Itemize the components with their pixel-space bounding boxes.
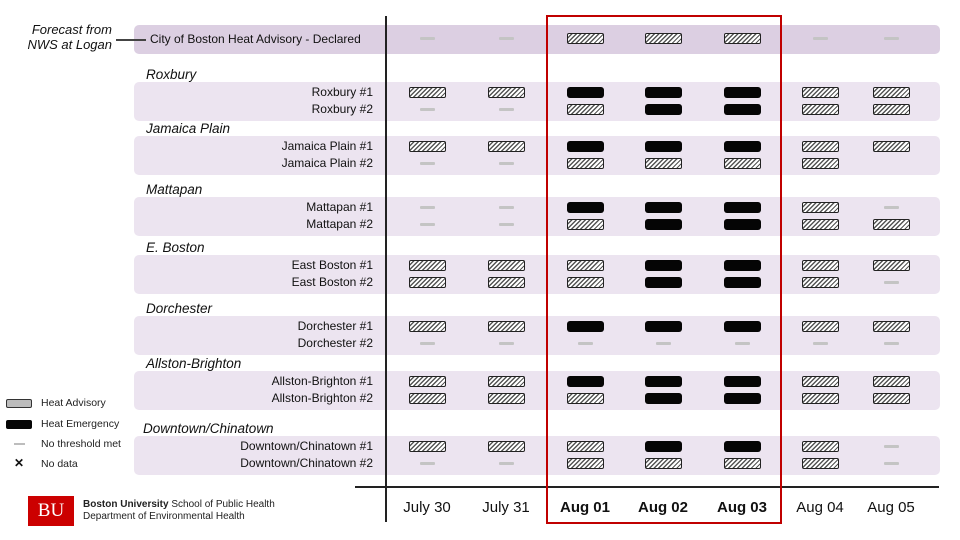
status-cell [884, 462, 899, 465]
status-cell [873, 104, 910, 115]
status-cell [802, 158, 839, 169]
row-label: Jamaica Plain #1 [281, 139, 373, 153]
legend-label: No threshold met [41, 438, 121, 450]
row-label: Mattapan #1 [306, 200, 373, 214]
row-label: Downtown/Chinatown #1 [240, 439, 373, 453]
status-cell [488, 393, 525, 404]
status-cell [802, 260, 839, 271]
row-label: Dorchester #1 [297, 319, 373, 333]
row-label: Downtown/Chinatown #2 [240, 456, 373, 470]
status-cell [409, 393, 446, 404]
status-cell [813, 342, 828, 345]
status-cell [420, 206, 435, 209]
row-label: East Boston #1 [291, 258, 373, 272]
status-cell [488, 321, 525, 332]
status-cell [802, 321, 839, 332]
status-cell [499, 223, 514, 226]
declared-cell [884, 37, 899, 40]
status-cell [488, 277, 525, 288]
forecast-label [2, 22, 112, 52]
legend-label: Heat Emergency [41, 418, 120, 430]
status-cell [802, 87, 839, 98]
status-cell [420, 162, 435, 165]
status-cell [499, 342, 514, 345]
status-cell [802, 219, 839, 230]
status-cell [873, 393, 910, 404]
status-cell [409, 277, 446, 288]
row-label: Roxbury #1 [311, 85, 373, 99]
column-label: Aug 05 [867, 499, 915, 516]
bu-school: School of Public Health [168, 499, 275, 510]
row-label: Jamaica Plain #2 [281, 156, 373, 170]
status-cell [884, 206, 899, 209]
status-cell [499, 108, 514, 111]
group-label: Dorchester [146, 301, 213, 316]
column-label: Aug 02 [637, 499, 688, 516]
row-label: Allston-Brighton #2 [271, 391, 373, 405]
group-label: Roxbury [146, 67, 197, 82]
bu-affiliation [83, 499, 275, 523]
status-cell [409, 260, 446, 271]
legend-advisory-swatch [6, 399, 32, 408]
forecast-connector [116, 39, 146, 41]
status-cell [873, 260, 910, 271]
group-label: Downtown/Chinatown [143, 421, 274, 436]
status-cell [873, 141, 910, 152]
group-label: Allston-Brighton [146, 356, 242, 371]
status-cell [873, 219, 910, 230]
bu-logo: BU [28, 496, 74, 526]
status-cell [420, 223, 435, 226]
legend-emergency-swatch [6, 420, 32, 429]
legend-label: Heat Advisory [41, 397, 106, 409]
status-cell [488, 141, 525, 152]
status-cell [802, 376, 839, 387]
status-cell [884, 281, 899, 284]
status-cell [802, 393, 839, 404]
row-label: Mattapan #2 [306, 217, 373, 231]
status-cell [420, 108, 435, 111]
status-cell [488, 441, 525, 452]
status-cell [499, 462, 514, 465]
forecast-label-line: Forecast from [31, 22, 112, 37]
status-cell [802, 277, 839, 288]
vertical-divider [385, 16, 387, 522]
status-cell [802, 202, 839, 213]
legend-label: No data [41, 458, 78, 470]
declared-cell [420, 37, 435, 40]
column-label: July 31 [482, 499, 530, 516]
status-cell [488, 87, 525, 98]
legend-nodata-icon: ✕ [14, 456, 25, 470]
row-label: Roxbury #2 [311, 102, 373, 116]
status-cell [802, 441, 839, 452]
status-cell [884, 445, 899, 448]
status-cell [802, 104, 839, 115]
group-label: Mattapan [146, 182, 203, 197]
row-label: Dorchester #2 [297, 336, 373, 350]
row-label: East Boston #2 [291, 275, 373, 289]
column-label: July 30 [403, 499, 451, 516]
status-cell [488, 260, 525, 271]
status-cell [409, 376, 446, 387]
legend-none-swatch [14, 443, 25, 445]
column-label: Aug 04 [796, 499, 844, 516]
status-cell [499, 206, 514, 209]
status-cell [409, 141, 446, 152]
column-label: Aug 01 [559, 499, 610, 516]
declared-row-label: City of Boston Heat Advisory - Declared [150, 32, 361, 46]
status-cell [409, 321, 446, 332]
bu-department: Department of Environmental Health [83, 511, 245, 522]
status-cell [802, 141, 839, 152]
group-label: E. Boston [146, 240, 205, 255]
highlight-box [546, 15, 782, 524]
group-label: Jamaica Plain [146, 121, 231, 136]
status-cell [488, 376, 525, 387]
status-cell [884, 342, 899, 345]
declared-cell [813, 37, 828, 40]
status-cell [802, 458, 839, 469]
status-cell [873, 376, 910, 387]
status-cell [873, 321, 910, 332]
status-cell [873, 87, 910, 98]
status-cell [420, 342, 435, 345]
status-cell [420, 462, 435, 465]
status-cell [409, 441, 446, 452]
forecast-label-line: NWS at Logan [27, 37, 112, 52]
row-label: Allston-Brighton #1 [271, 374, 373, 388]
column-label: Aug 03 [716, 499, 767, 516]
status-cell [409, 87, 446, 98]
status-cell [499, 162, 514, 165]
bu-name: Boston University [83, 499, 169, 510]
declared-cell [499, 37, 514, 40]
